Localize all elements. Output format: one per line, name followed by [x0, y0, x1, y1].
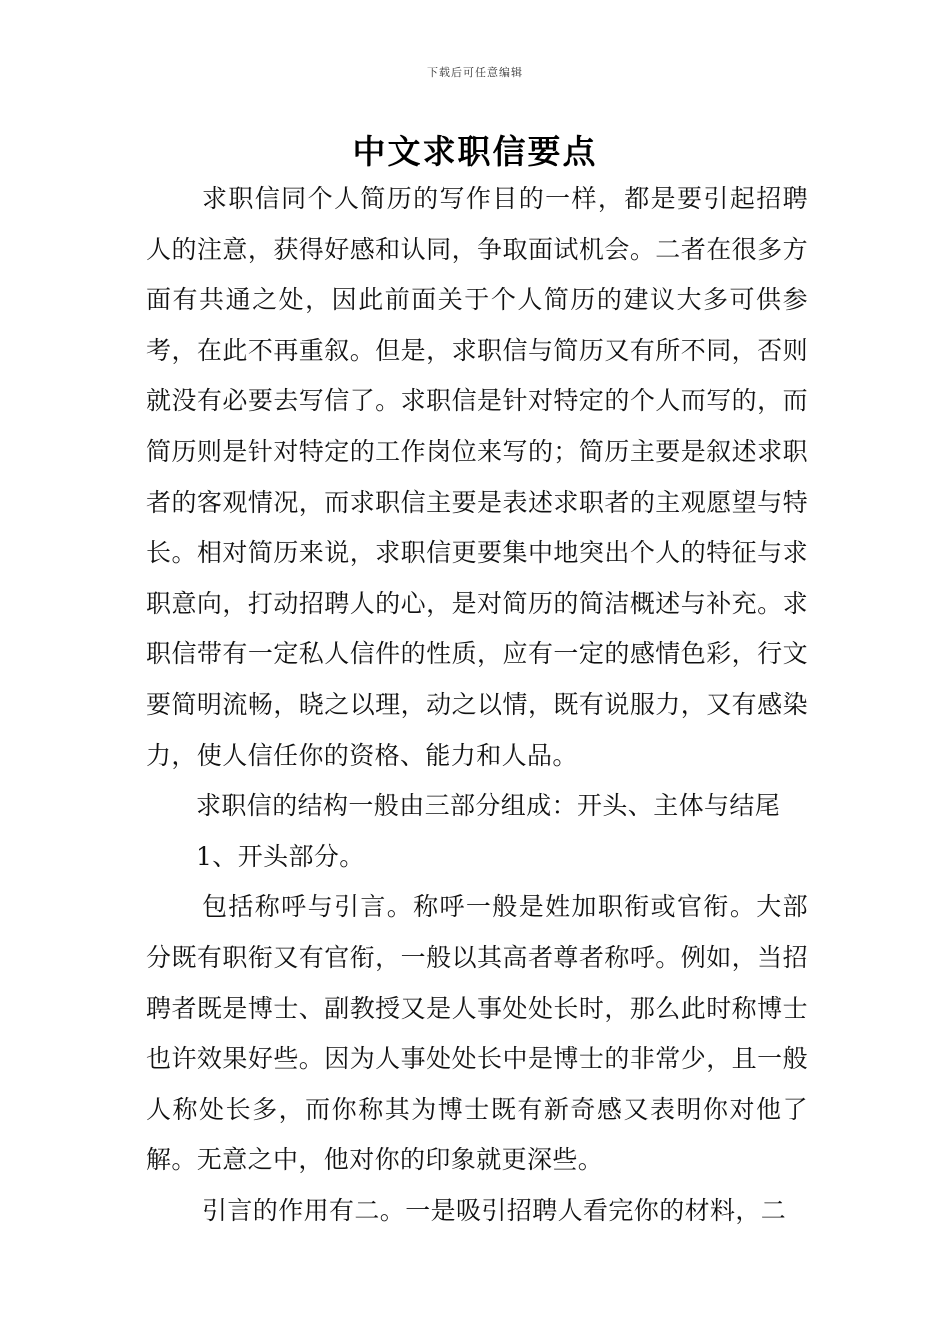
- document-body: [146, 174, 808, 1236]
- paragraph-structure: 求职信的结构一般由三部分组成：开头、主体与结尾: [196, 791, 781, 821]
- header-note: 下载后可任意编辑: [427, 66, 523, 79]
- paragraph-salutation: 包括称呼与引言。称呼一般是姓加职衔或官衔。大部分既有职衔又有官衔，一般以其高者尊者称呼。例如，当招聘者既是博士、副教授又是人事处处长时，那么此时称博士也许效果好些。因为人事处处长中是博士的非常少，且一般人称处长多，而你称其为博士既有新奇感又表明你对他了解。无意之中，他对你的印象就更深些。: [146, 892, 808, 1175]
- paragraph-introduction: 引言的作用有二。一是吸引招聘人看完你的材料，二: [202, 1195, 787, 1225]
- paragraph-intro: 求职信同个人简历的写作目的一样，都是要引起招聘人的注意，获得好感和认同，争取面试机会。二者在很多方面有共通之处，因此前面关于个人简历的建议大多可供参考，在此不再重叙。但是，求职信与简历又有所不同，否则就没有必要去写信了。求职信是针对特定的个人而写的，而简历则是针对特定的工作岗位来写的；简历主要是叙述求职者的客观情况，而求职信主要是表述求职者的主观愿望与特长。相对简历来说，求职信更要集中地突出个人的特征与求职意向，打动招聘人的心，是对简历的简洁概述与补充。求职信带有一定私人信件的性质，应有一定的感情色彩，行文要简明流畅，晓之以理，动之以情，既有说服力，又有感染力，使人信任你的资格、能力和人品。: [146, 184, 808, 770]
- section-heading-opening: 1、开头部分。: [196, 841, 365, 871]
- document-title: 中文求职信要点: [352, 132, 598, 171]
